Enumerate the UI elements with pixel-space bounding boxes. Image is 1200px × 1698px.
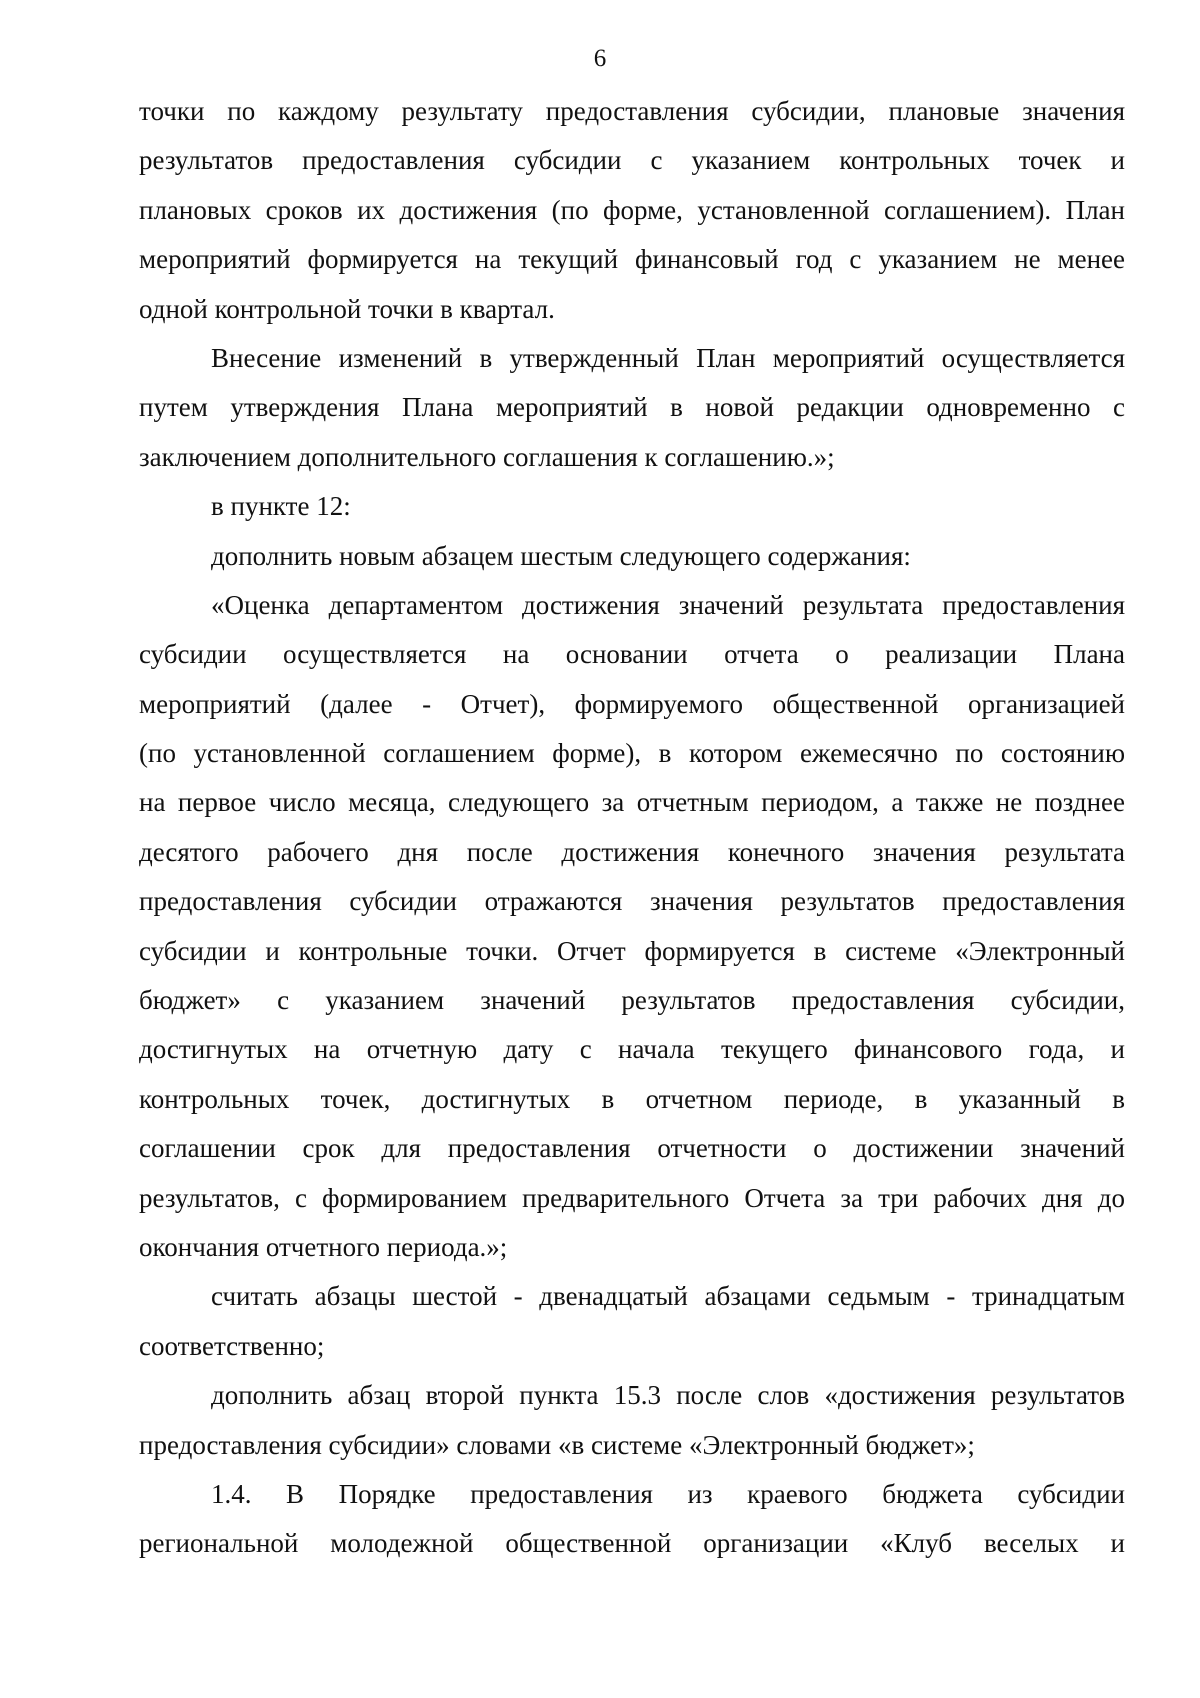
text-line: соглашении срок для предоставления отчетности о достижении значений (139, 1133, 1125, 1164)
text-line: на первое число месяца, следующего за отчетным периодом, а также не позднее (139, 787, 1125, 818)
text-line: контрольных точек, достигнутых в отчетном периоде, в указанный в (139, 1083, 1125, 1114)
text-line: результатов предоставления субсидии с указанием контрольных точек и (139, 145, 1125, 176)
text-line: «Оценка департаментом достижения значений результата предоставления (211, 589, 1125, 620)
text-line: дополнить абзац второй пункта 15.3 после слов «достижения результатов (211, 1380, 1125, 1411)
text-line: мероприятий (далее - Отчет), формируемого общественной организацией (139, 688, 1125, 719)
text-line: мероприятий формируется на текущий финансовый год с указанием не менее (139, 244, 1125, 275)
paragraph (139, 532, 1125, 581)
text-line: региональной молодежной общественной организации «Клуб веселых и (139, 1528, 1125, 1559)
text-line: считать абзацы шестой - двенадцатый абзацами седьмым - тринадцатым (211, 1281, 1125, 1312)
paragraph (139, 334, 1125, 482)
paragraph (139, 581, 1125, 1272)
text-line: плановых сроков их достижения (по форме, установленной соглашением). План (139, 194, 1125, 225)
paragraph (139, 1470, 1125, 1569)
paragraph (139, 1371, 1125, 1470)
text-line: точки по каждому результату предоставления субсидии, плановые значения (139, 96, 1125, 126)
text-line: достигнутых на отчетную дату с начала текущего финансового года, и (139, 1034, 1125, 1065)
paragraph (139, 482, 1125, 531)
text-line: окончания отчетного периода.»; (139, 1231, 508, 1262)
text-line: одной контрольной точки в квартал. (139, 293, 555, 324)
text-line: дополнить новым абзацем шестым следующего содержания: (211, 540, 911, 571)
page-number: 6 (593, 45, 607, 72)
text-line: субсидии и контрольные точки. Отчет формируется в системе «Электронный (139, 935, 1125, 966)
text-line: Внесение изменений в утвержденный План мероприятий осуществляется (211, 342, 1125, 373)
document-body (139, 87, 1125, 1569)
text-line: субсидии осуществляется на основании отчета о реализации Плана (139, 639, 1125, 670)
text-line: предоставления субсидии отражаются значения результатов предоставления (139, 886, 1125, 917)
text-line: бюджет» с указанием значений результатов предоставления субсидии, (139, 985, 1125, 1016)
text-line: заключением дополнительного соглашения к соглашению.»; (139, 441, 835, 472)
text-line: результатов, с формированием предварительного Отчета за три рабочих дня до (139, 1182, 1125, 1213)
text-line: путем утверждения Плана мероприятий в новой редакции одновременно с (139, 392, 1125, 423)
text-line: 1.4. В Порядке предоставления из краевого бюджета субсидии (211, 1478, 1125, 1509)
text-line: соответственно; (139, 1330, 325, 1361)
text-line: предоставления субсидии» словами «в системе «Электронный бюджет»; (139, 1429, 975, 1460)
paragraph (139, 1272, 1125, 1371)
text-line: десятого рабочего дня после достижения конечного значения результата (139, 836, 1125, 867)
text-line: (по установленной соглашением форме), в котором ежемесячно по состоянию (139, 738, 1125, 769)
text-line: в пункте 12: (211, 491, 351, 522)
paragraph (139, 87, 1125, 334)
